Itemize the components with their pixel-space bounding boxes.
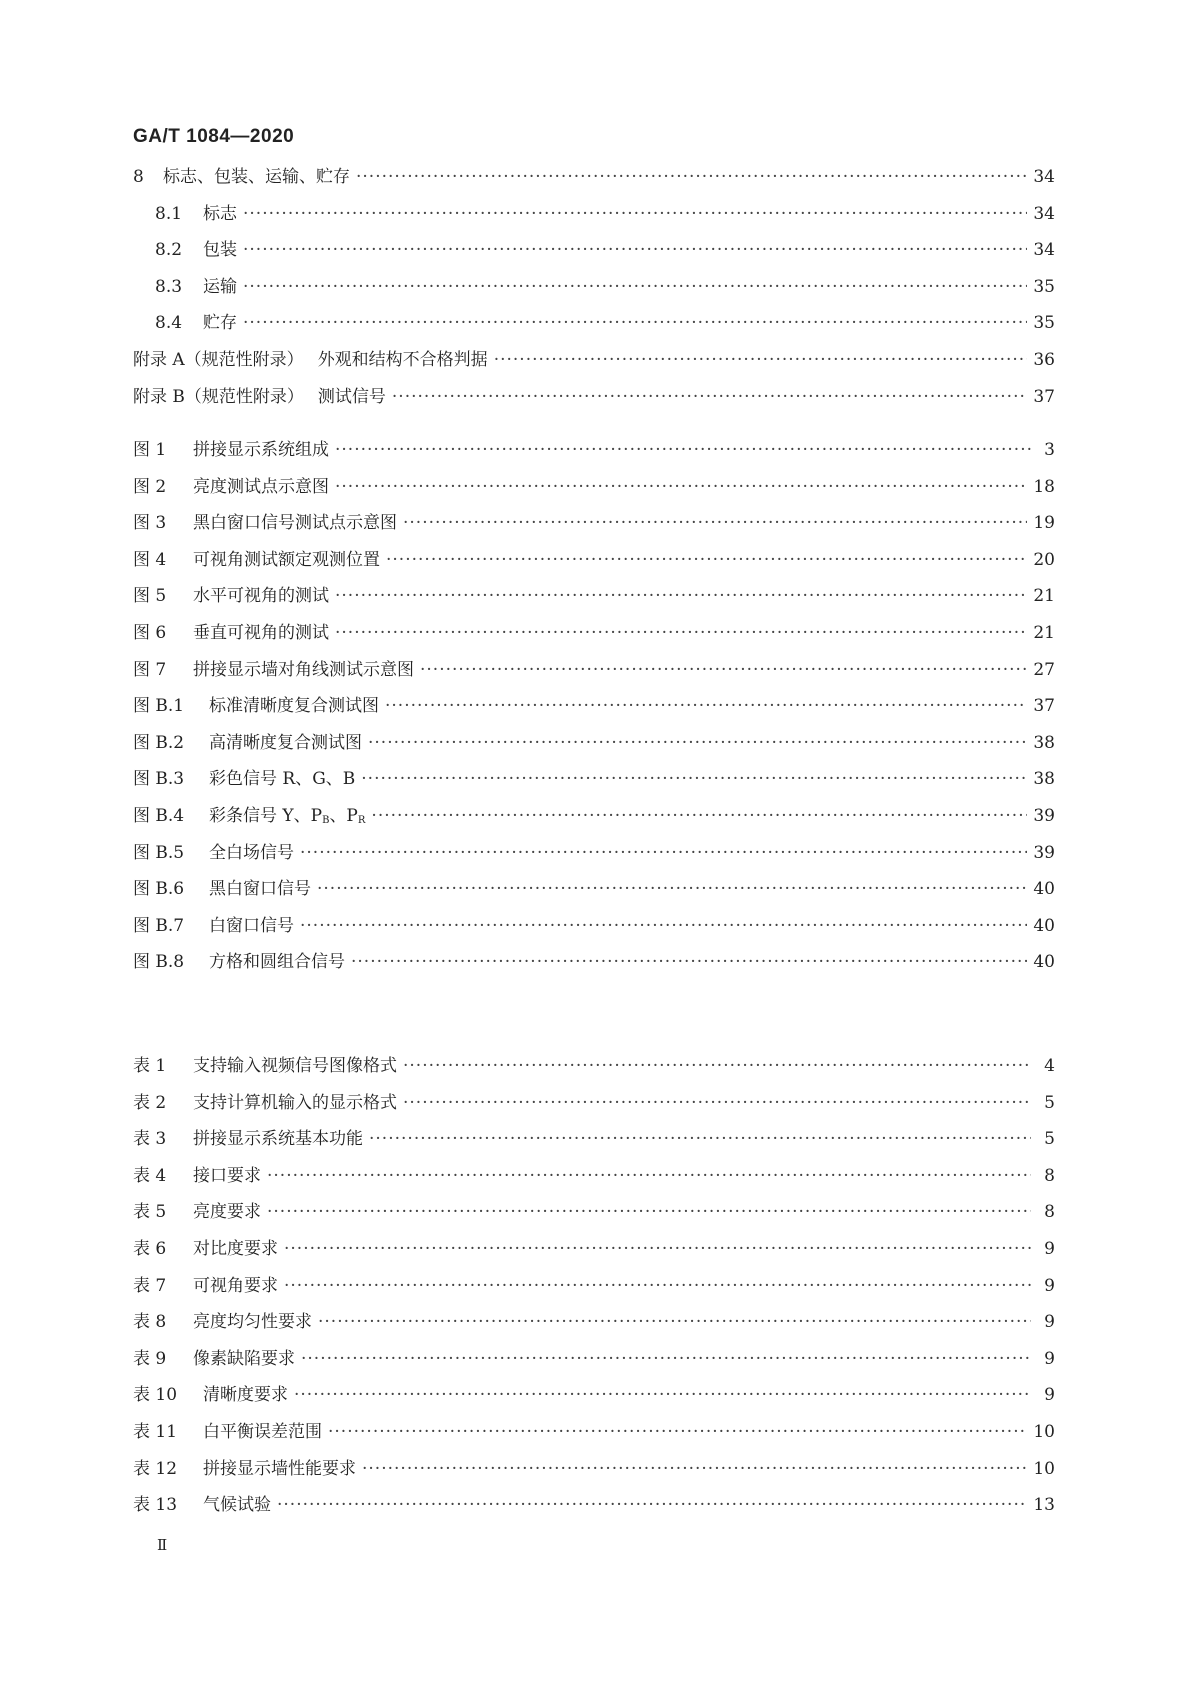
figure-row[interactable] bbox=[133, 472, 1055, 509]
leader-dots bbox=[420, 660, 1027, 680]
leader-dots bbox=[300, 843, 1027, 863]
toc-number: 8.3 bbox=[155, 276, 183, 297]
figure-row[interactable] bbox=[133, 874, 1055, 911]
table-number: 表 12 bbox=[133, 1458, 178, 1479]
toc-label: 标志、包装、运输、贮存 bbox=[163, 167, 350, 187]
figure-label: 水平可视角的测试 bbox=[193, 586, 329, 607]
table-row[interactable] bbox=[133, 1124, 1055, 1161]
figure-number: 图 B.3 bbox=[133, 769, 185, 790]
toc-page: 37 bbox=[1033, 386, 1055, 407]
table-number: 表 7 bbox=[133, 1275, 167, 1296]
toc-label: 测试信号 bbox=[317, 386, 386, 407]
document-header: GA/T 1084—2020 bbox=[133, 126, 295, 147]
leader-dots bbox=[494, 350, 1028, 370]
figure-page: 39 bbox=[1033, 805, 1055, 826]
figure-label: 彩条信号 Y、$P_B$、$P_R$ bbox=[209, 805, 366, 826]
leader-dots bbox=[371, 806, 1027, 826]
table-page: 5 bbox=[1044, 1092, 1055, 1113]
leader-dots bbox=[318, 1312, 1031, 1332]
leader-dots bbox=[301, 1349, 1031, 1369]
leader-dots bbox=[243, 240, 1027, 260]
figure-page: 39 bbox=[1033, 842, 1055, 863]
figure-row[interactable] bbox=[133, 911, 1055, 948]
leader-dots bbox=[335, 477, 1027, 497]
leader-dots bbox=[267, 1166, 1031, 1186]
figure-page: 38 bbox=[1033, 769, 1055, 790]
page-number: Ⅱ bbox=[157, 1536, 168, 1554]
figure-page: 20 bbox=[1033, 549, 1055, 570]
leader-dots bbox=[392, 387, 1027, 407]
toc-label: 贮存 bbox=[203, 313, 237, 334]
table-page: 10 bbox=[1033, 1421, 1055, 1442]
leader-dots bbox=[317, 879, 1027, 899]
figure-row[interactable] bbox=[133, 838, 1055, 875]
table-page: 4 bbox=[1044, 1056, 1055, 1076]
figure-row[interactable] bbox=[133, 691, 1055, 728]
leader-dots bbox=[351, 952, 1027, 972]
table-number: 表 2 bbox=[133, 1092, 167, 1113]
figure-label: 拼接显示系统组成 bbox=[193, 440, 329, 460]
figure-number: 图 B.6 bbox=[133, 879, 185, 900]
figure-label: 黑白窗口信号测试点示意图 bbox=[193, 513, 397, 534]
table-row[interactable] bbox=[133, 1344, 1055, 1381]
figure-row[interactable] bbox=[133, 545, 1055, 582]
toc-page: 34 bbox=[1033, 240, 1055, 261]
figure-label: 方格和圆组合信号 bbox=[209, 952, 345, 973]
toc-number: 8 bbox=[133, 167, 144, 187]
leader-dots bbox=[403, 513, 1027, 533]
leader-dots bbox=[362, 1459, 1027, 1479]
toc-number: 8.2 bbox=[155, 240, 183, 261]
toc-row[interactable] bbox=[133, 308, 1055, 345]
leader-dots bbox=[328, 1422, 1027, 1442]
figure-page: 19 bbox=[1033, 513, 1055, 534]
figure-row[interactable] bbox=[133, 508, 1055, 545]
leader-dots bbox=[267, 1202, 1031, 1222]
figure-label: 可视角测试额定观测位置 bbox=[193, 549, 380, 570]
table-row[interactable] bbox=[133, 1271, 1055, 1308]
toc-number: 附录 A（规范性附录） bbox=[133, 349, 304, 370]
figure-number: 图 B.1 bbox=[133, 696, 185, 717]
figure-label: 亮度测试点示意图 bbox=[193, 476, 329, 497]
figure-row[interactable] bbox=[133, 764, 1055, 801]
table-page: 9 bbox=[1044, 1238, 1055, 1259]
figure-label: 拼接显示墙对角线测试示意图 bbox=[193, 659, 414, 680]
leader-dots bbox=[277, 1495, 1027, 1515]
table-label: 气候试验 bbox=[203, 1495, 271, 1516]
toc-label: 运输 bbox=[203, 276, 237, 297]
toc-row[interactable] bbox=[133, 235, 1055, 272]
toc-row[interactable] bbox=[133, 272, 1055, 309]
table-number: 表 6 bbox=[133, 1238, 167, 1259]
figure-label: 垂直可视角的测试 bbox=[193, 622, 329, 643]
leader-dots bbox=[403, 1056, 1031, 1076]
table-row[interactable] bbox=[133, 1307, 1055, 1344]
toc-row[interactable] bbox=[133, 382, 1055, 419]
figure-page: 27 bbox=[1033, 659, 1055, 680]
table-page: 9 bbox=[1044, 1385, 1055, 1406]
leader-dots bbox=[335, 623, 1027, 643]
table-label: 拼接显示系统基本功能 bbox=[193, 1129, 363, 1150]
leader-dots bbox=[369, 1129, 1031, 1149]
table-page: 9 bbox=[1044, 1348, 1055, 1369]
table-label: 支持计算机输入的显示格式 bbox=[193, 1092, 397, 1113]
figure-number: 图 1 bbox=[133, 440, 167, 460]
toc-row[interactable] bbox=[133, 199, 1055, 236]
table-page: 10 bbox=[1033, 1458, 1055, 1479]
table-label: 拼接显示墙性能要求 bbox=[203, 1458, 356, 1479]
leader-dots bbox=[403, 1093, 1031, 1113]
figure-row[interactable] bbox=[133, 801, 1055, 838]
figure-number: 图 7 bbox=[133, 659, 167, 680]
leader-dots bbox=[243, 204, 1027, 224]
figure-page: 37 bbox=[1033, 696, 1055, 717]
figure-row[interactable] bbox=[133, 728, 1055, 765]
leader-dots bbox=[284, 1239, 1031, 1259]
table-page: 8 bbox=[1044, 1165, 1055, 1186]
figure-page: 3 bbox=[1044, 440, 1055, 460]
tables-section bbox=[133, 1051, 1055, 1527]
table-row[interactable] bbox=[133, 1197, 1055, 1234]
figure-number: 图 B.4 bbox=[133, 805, 185, 826]
toc-number: 8.1 bbox=[155, 203, 183, 224]
figure-page: 40 bbox=[1033, 952, 1055, 973]
table-number: 表 5 bbox=[133, 1202, 167, 1223]
figure-number: 图 2 bbox=[133, 476, 167, 497]
toc-number: 8.4 bbox=[155, 313, 183, 334]
figure-number: 图 3 bbox=[133, 513, 167, 534]
figure-number: 图 5 bbox=[133, 586, 167, 607]
toc-number: 附录 B（规范性附录） bbox=[133, 386, 304, 407]
figure-label: 全白场信号 bbox=[209, 842, 294, 863]
toc-page: 35 bbox=[1033, 313, 1055, 334]
table-page: 8 bbox=[1044, 1202, 1055, 1223]
table-row[interactable] bbox=[133, 1454, 1055, 1491]
figure-number: 图 B.7 bbox=[133, 915, 185, 936]
table-row[interactable] bbox=[133, 1088, 1055, 1125]
table-row[interactable] bbox=[133, 1380, 1055, 1417]
figure-number: 图 6 bbox=[133, 622, 167, 643]
figure-row[interactable] bbox=[133, 947, 1055, 984]
table-row[interactable] bbox=[133, 1417, 1055, 1454]
leader-dots bbox=[335, 440, 1031, 460]
table-number: 表 13 bbox=[133, 1495, 178, 1516]
leader-dots bbox=[243, 313, 1027, 333]
table-label: 可视角要求 bbox=[193, 1275, 278, 1296]
leader-dots bbox=[284, 1276, 1031, 1296]
figure-page: 21 bbox=[1033, 586, 1055, 607]
table-page: 9 bbox=[1044, 1275, 1055, 1296]
table-number: 表 8 bbox=[133, 1312, 167, 1333]
table-number: 表 1 bbox=[133, 1056, 167, 1076]
figure-page: 18 bbox=[1033, 476, 1055, 497]
figure-row[interactable] bbox=[133, 655, 1055, 692]
table-label: 白平衡误差范围 bbox=[203, 1421, 322, 1442]
toc-page: 34 bbox=[1033, 167, 1055, 187]
table-row[interactable] bbox=[133, 1161, 1055, 1198]
table-row[interactable] bbox=[133, 1051, 1055, 1088]
figure-label: 黑白窗口信号 bbox=[209, 879, 311, 900]
leader-dots bbox=[335, 586, 1027, 606]
figures-section bbox=[133, 435, 1055, 984]
table-label: 接口要求 bbox=[193, 1165, 261, 1186]
table-label: 亮度均匀性要求 bbox=[193, 1312, 312, 1333]
figure-page: 40 bbox=[1033, 915, 1055, 936]
table-label: 支持输入视频信号图像格式 bbox=[193, 1056, 397, 1076]
table-page: 5 bbox=[1044, 1129, 1055, 1150]
figure-label: 标准清晰度复合测试图 bbox=[209, 696, 379, 717]
table-number: 表 9 bbox=[133, 1348, 167, 1369]
figure-number: 图 B.8 bbox=[133, 952, 185, 973]
figure-number: 图 4 bbox=[133, 549, 167, 570]
table-label: 亮度要求 bbox=[193, 1202, 261, 1223]
table-label: 对比度要求 bbox=[193, 1238, 278, 1259]
table-label: 像素缺陷要求 bbox=[193, 1348, 295, 1369]
figure-page: 40 bbox=[1033, 879, 1055, 900]
figure-page: 21 bbox=[1033, 622, 1055, 643]
toc-label: 外观和结构不合格判据 bbox=[317, 349, 488, 370]
toc-row[interactable] bbox=[133, 162, 1055, 199]
leader-dots bbox=[361, 769, 1027, 789]
table-number: 表 11 bbox=[133, 1421, 178, 1442]
leader-dots bbox=[385, 696, 1027, 716]
figure-row[interactable] bbox=[133, 581, 1055, 618]
toc-page: 35 bbox=[1033, 276, 1055, 297]
figure-number: 图 B.5 bbox=[133, 842, 185, 863]
table-page: 9 bbox=[1044, 1312, 1055, 1333]
figure-row[interactable] bbox=[133, 618, 1055, 655]
figure-row[interactable] bbox=[133, 435, 1055, 472]
leader-dots bbox=[356, 167, 1027, 187]
leader-dots bbox=[368, 733, 1027, 753]
table-number: 表 3 bbox=[133, 1129, 167, 1150]
figure-number: 图 B.2 bbox=[133, 732, 185, 753]
toc-label: 包装 bbox=[203, 240, 237, 261]
figure-label: 高清晰度复合测试图 bbox=[209, 732, 362, 753]
figure-label: 白窗口信号 bbox=[209, 915, 294, 936]
toc-row[interactable] bbox=[133, 345, 1055, 382]
table-row[interactable] bbox=[133, 1490, 1055, 1527]
toc-page: 34 bbox=[1033, 203, 1055, 224]
table-row[interactable] bbox=[133, 1234, 1055, 1271]
toc-page: 36 bbox=[1033, 349, 1055, 370]
toc-section bbox=[133, 162, 1055, 418]
leader-dots bbox=[300, 916, 1027, 936]
table-number: 表 4 bbox=[133, 1165, 167, 1186]
leader-dots bbox=[386, 550, 1027, 570]
figure-page: 38 bbox=[1033, 732, 1055, 753]
leader-dots bbox=[294, 1385, 1031, 1405]
table-number: 表 10 bbox=[133, 1385, 178, 1406]
table-label: 清晰度要求 bbox=[203, 1385, 288, 1406]
table-page: 13 bbox=[1033, 1495, 1055, 1516]
toc-label: 标志 bbox=[203, 203, 237, 224]
figure-label: 彩色信号 R、G、B bbox=[209, 769, 356, 790]
leader-dots bbox=[243, 277, 1027, 297]
